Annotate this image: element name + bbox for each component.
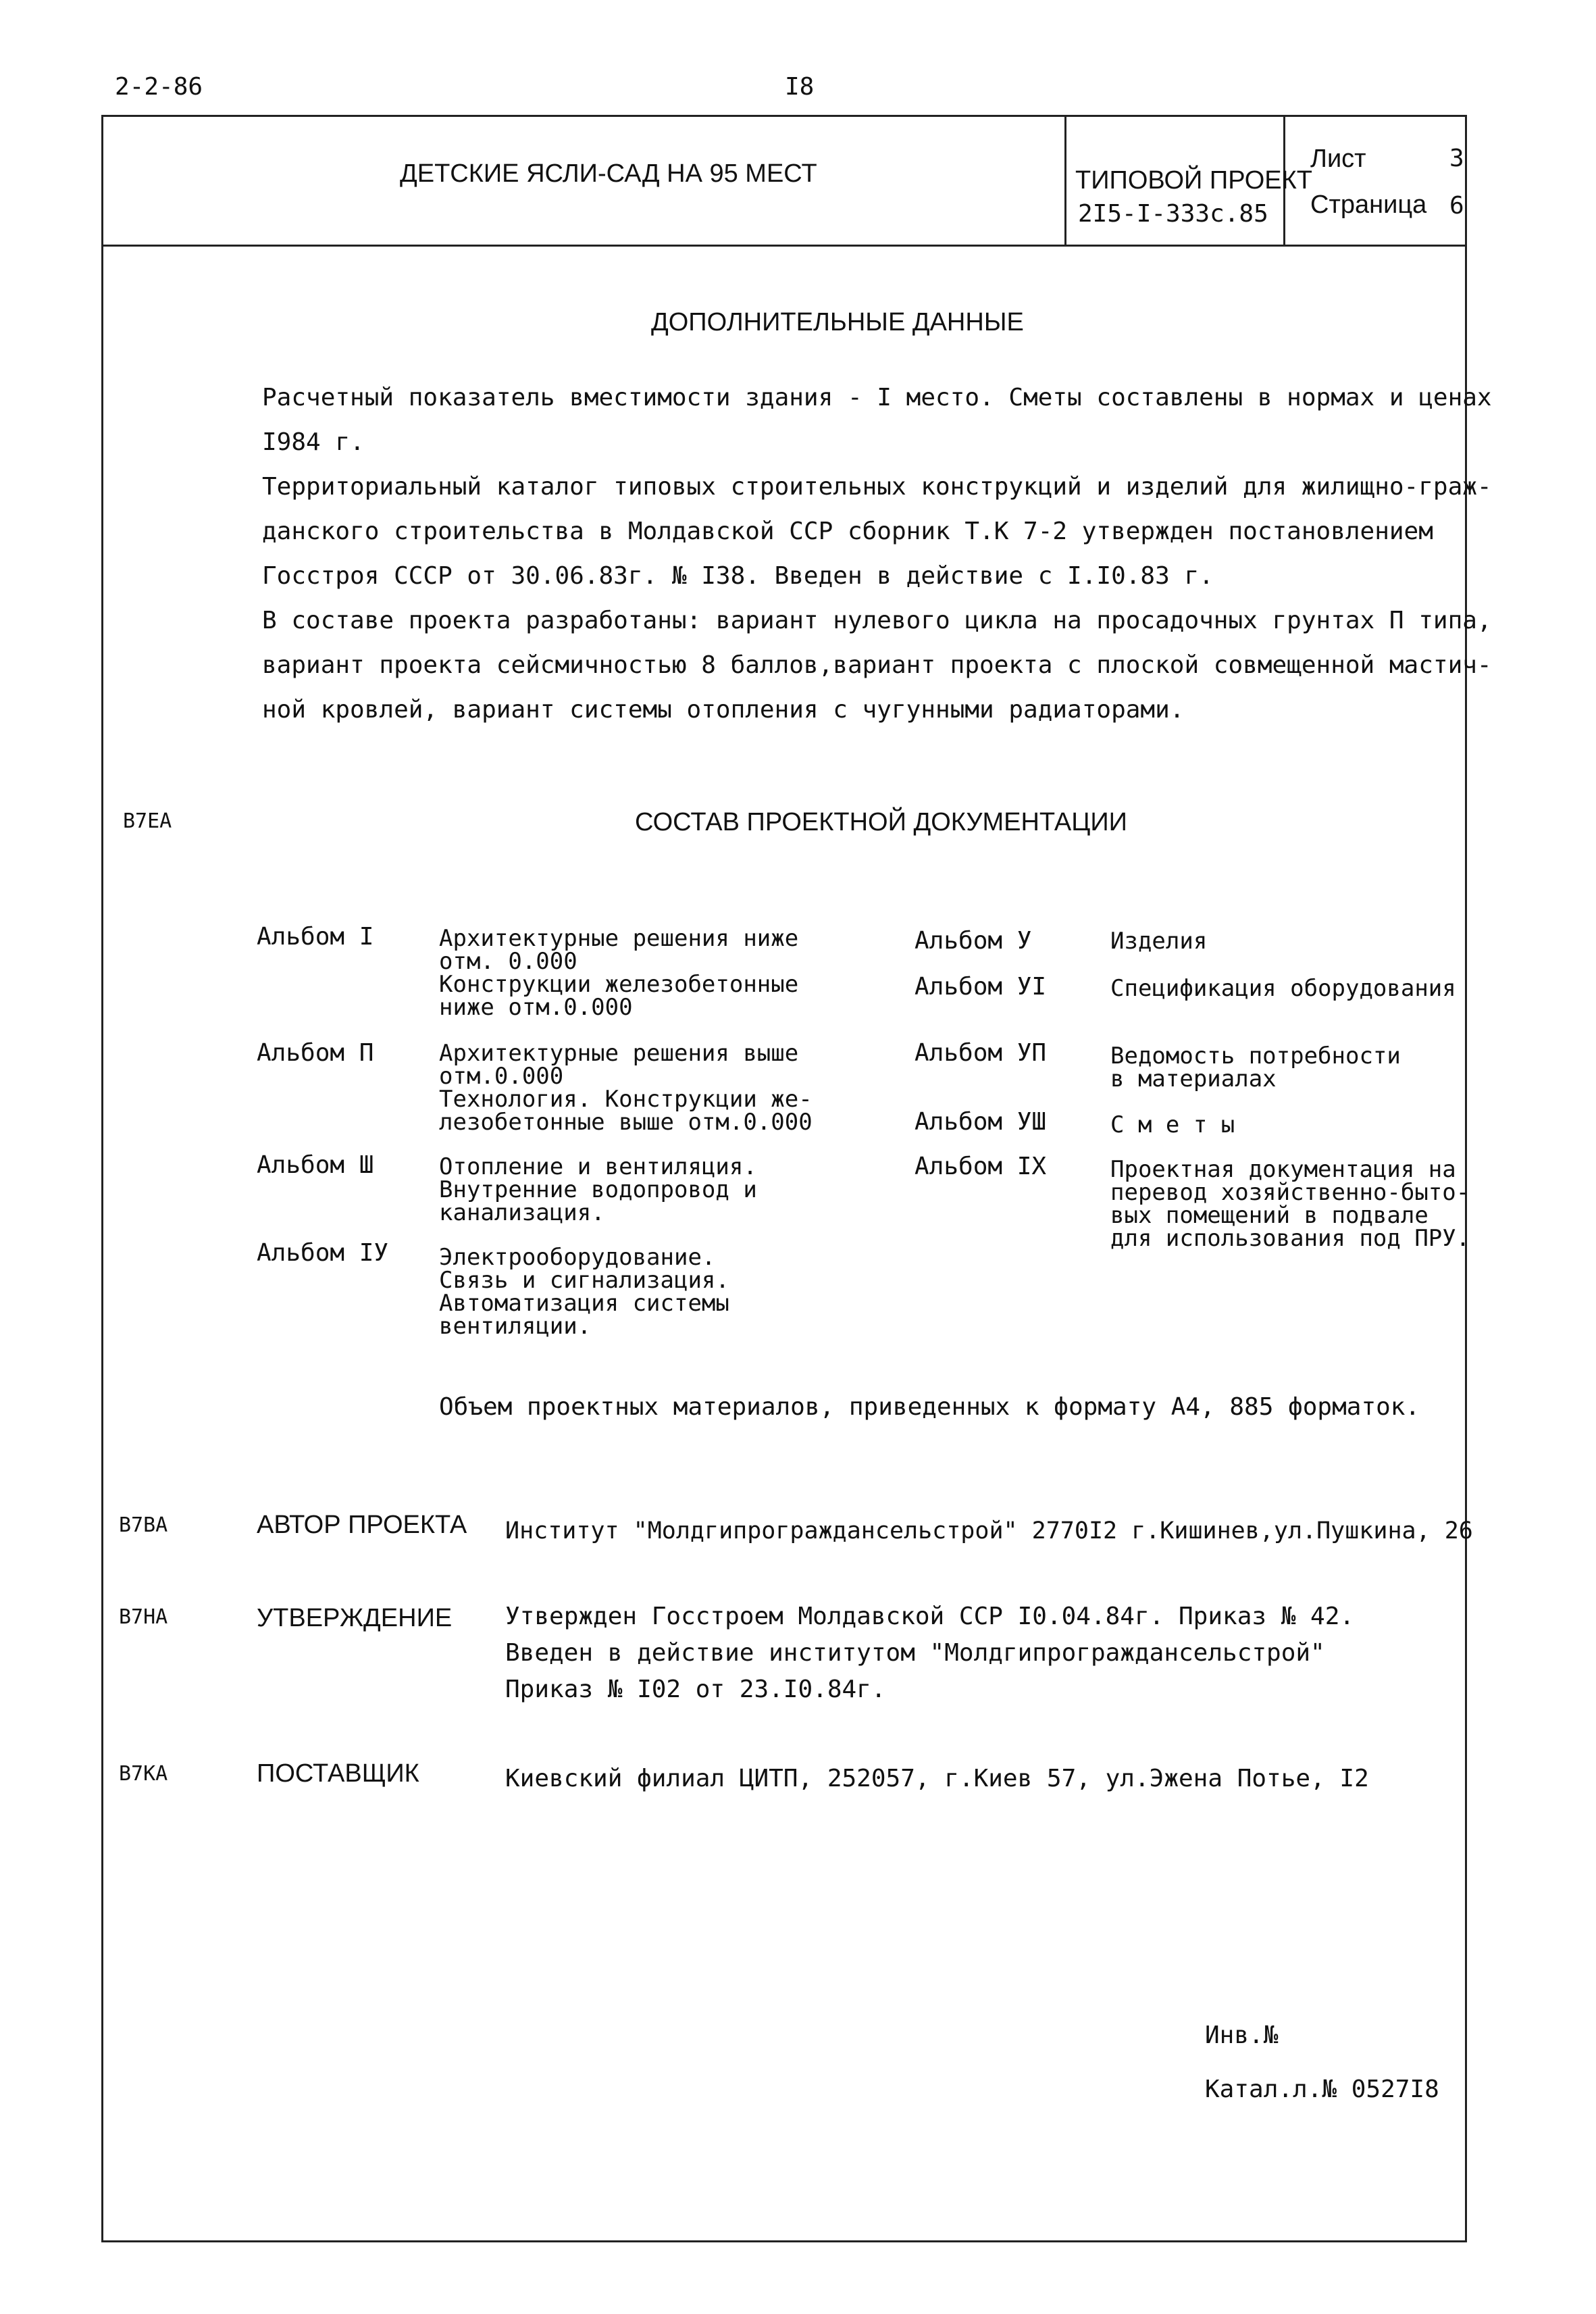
inventory-number: Инв.№: [1205, 2021, 1279, 2049]
header-divider: [101, 245, 1465, 247]
additional-heading: ДОПОЛНИТЕЛЬНЫЕ ДАННЫЕ: [651, 308, 1024, 336]
supplier-text: Киевский филиал ЦИТП, 252057, г.Киев 57, ул.Эжена Потье, I2: [505, 1765, 1369, 1792]
album-description: Архитектурные решения ниже отм. 0.000 Конструкции железобетонные ниже отм.0.000: [439, 925, 799, 1021]
album-label: Альбом УП: [915, 1039, 1047, 1067]
document-title: ДЕТСКИЕ ЯСЛИ-САД НА 95 МЕСТ: [400, 159, 817, 188]
album-label: Альбом УI: [915, 973, 1047, 1001]
approval-text: [505, 1599, 1451, 1708]
additional-line: ной кровлей, вариант системы отопления с чугунными радиаторами.: [262, 696, 1185, 724]
album-label: Альбом I: [257, 923, 374, 951]
catalog-number: Катал.л.№ 0527I8: [1205, 2076, 1439, 2103]
album-description: Отопление и вентиляция. Внутренние водопровод и канализация.: [439, 1153, 757, 1226]
volume-note: Объем проектных материалов, приведенных к формату А4, 885 форматок.: [439, 1393, 1420, 1421]
album-label: Альбом У: [915, 927, 1032, 955]
approval-code: В7НА: [119, 1605, 168, 1629]
additional-line: Территориальный каталог типовых строительных конструкций и изделий для жилищно-граж-: [262, 473, 1492, 501]
page-number: I8: [785, 73, 815, 101]
project-number: 2I5-I-333с.85: [1078, 200, 1268, 228]
album-description: Спецификация оборудования: [1110, 975, 1456, 1002]
page-code: 2-2-86: [115, 73, 203, 101]
composition-heading: СОСТАВ ПРОЕКТНОЙ ДОКУМЕНТАЦИИ: [635, 808, 1127, 836]
composition-code: В7ЕА: [123, 809, 172, 833]
supplier-label: ПОСТАВЩИК: [257, 1759, 419, 1788]
additional-line: I984 г.: [262, 428, 365, 456]
page-value: 6: [1449, 192, 1464, 220]
additional-line: вариант проекта сейсмичностью 8 баллов,вариант проекта с плоской совмещенной мастич-: [262, 651, 1492, 679]
author-code: В7ВА: [119, 1513, 168, 1537]
album-label: Альбом П: [257, 1039, 374, 1067]
supplier-code: В7КА: [119, 1762, 168, 1786]
approval-line: Утвержден Госстроем Молдавской ССР I0.04.84г. Приказ № 42.: [505, 1603, 1355, 1630]
sheet-value: 3: [1449, 145, 1464, 172]
additional-line: В составе проекта разработаны: вариант нулевого цикла на просадочных грунтах П типа,: [262, 607, 1492, 634]
author-text: Институт "Молдгипрограждансельстрой" 2770I2 г.Кишинев,ул.Пушкина, 26: [505, 1517, 1473, 1544]
album-label: Альбом Ш: [257, 1151, 374, 1179]
album-label: Альбом IУ: [257, 1239, 389, 1267]
approval-label: УТВЕРЖДЕНИЕ: [257, 1604, 453, 1632]
album-description: Ведомость потребности в материалах: [1110, 1042, 1401, 1092]
project-label: ТИПОВОЙ ПРОЕКТ: [1075, 166, 1312, 195]
approval-line: Введен в действие институтом "Молдгипрограждансельстрой": [505, 1639, 1325, 1667]
header-divider-left: [1064, 115, 1066, 245]
page-label: Страница: [1310, 191, 1427, 219]
album-description: Электрооборудование. Связь и сигнализация. Автоматизация системы вентиляции.: [439, 1244, 729, 1340]
album-description: Архитектурные решения выше отм.0.000 Технология. Конструкции же- лезобетонные выше отм.0.000: [439, 1040, 813, 1136]
author-label: АВТОР ПРОЕКТА: [257, 1511, 467, 1539]
album-label: Альбом IХ: [915, 1153, 1047, 1180]
additional-line: Госстроя СССР от 30.06.83г. № I38. Введен в действие с I.I0.83 г.: [262, 562, 1214, 590]
additional-line: данского строительства в Молдавской ССР сборник Т.К 7-2 утвержден постановлением: [262, 518, 1433, 545]
additional-paragraphs: [262, 376, 1492, 732]
additional-line: Расчетный показатель вместимости здания - I место. Сметы составлены в нормах и ценах: [262, 384, 1492, 411]
album-description: Проектная документация на перевод хозяйственно-быто- вых помещений в подвале для использования под ПРУ.: [1110, 1156, 1470, 1252]
album-description: С м е т ы: [1110, 1111, 1235, 1138]
sheet-label: Лист: [1310, 145, 1366, 173]
album-label: Альбом УШ: [915, 1108, 1047, 1136]
approval-line: Приказ № I02 от 23.I0.84г.: [505, 1676, 886, 1703]
album-description: Изделия: [1110, 928, 1208, 955]
